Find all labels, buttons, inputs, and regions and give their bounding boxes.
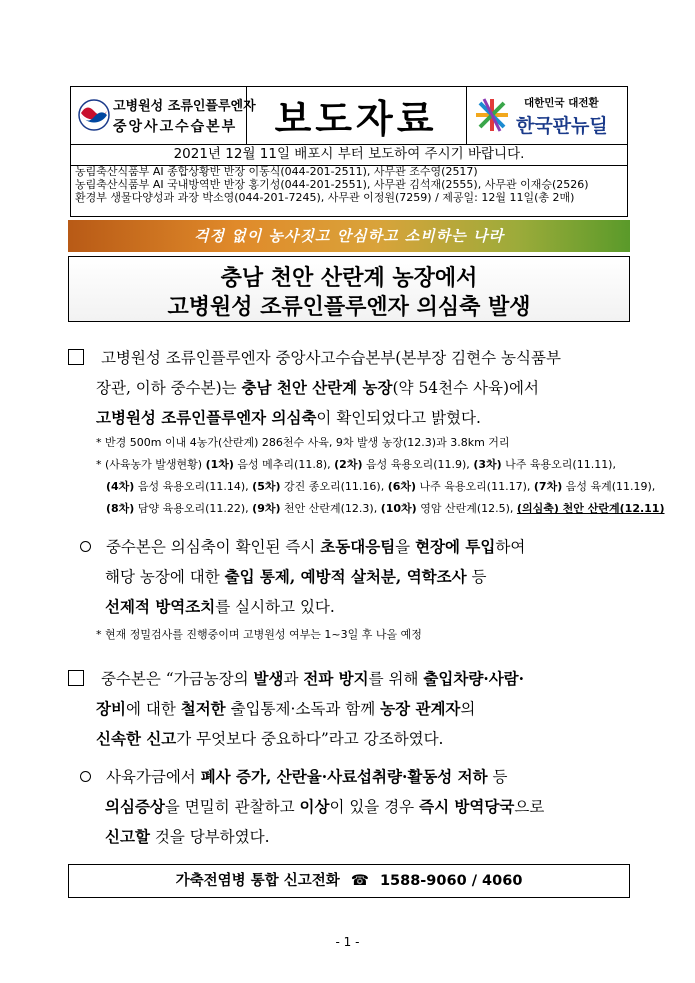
logo-text-bottom: 중앙사고수습본부 bbox=[113, 119, 238, 135]
note-radius: * 반경 500m 이내 4농가(산란계) 286천수 사육, 9차 발생 농장(12.3)과 3.8km 거리 bbox=[96, 436, 510, 449]
headline-box bbox=[68, 256, 630, 322]
ministry-logo bbox=[71, 87, 256, 144]
note-outbreaks-1: * (사육농가 발생현황) (1차) 음성 메추리(11.8), (2차) 음성 육용오리(11.9), (3차) 나주 육용오리(11.11), bbox=[96, 458, 616, 471]
headline-line-1: 충남 천안 산란계 농장에서 bbox=[220, 266, 478, 291]
press-header bbox=[70, 86, 628, 217]
page-number: - 1 - bbox=[335, 935, 360, 949]
taegeuk-emblem-icon bbox=[77, 97, 111, 133]
checkbox-bullet-icon bbox=[68, 670, 84, 686]
section-2-line-2: 해당 농장에 대한 출입 통제, 예방적 살처분, 역학조사 등 bbox=[105, 567, 487, 586]
checkbox-bullet-icon bbox=[68, 349, 84, 365]
section-1-notes bbox=[96, 432, 665, 520]
section-3-line-3: 신속한 신고가 무엇보다 중요하다”라고 강조하였다. bbox=[96, 729, 444, 748]
circle-bullet-icon bbox=[80, 771, 91, 782]
section-1-line-1: 고병원성 조류인플루엔자 중앙사고수습본부(본부장 김현수 농식품부 bbox=[68, 343, 638, 373]
document-title: 보도자료 bbox=[246, 87, 467, 144]
section-4-line-1: 사육가금에서 폐사 증가, 산란율·사료섭취량·활동성 저하 등 bbox=[80, 762, 640, 792]
section-2-line-1: 중수본은 의심축이 확인된 즉시 초동대응팀을 현장에 투입하여 bbox=[80, 532, 640, 562]
circle-bullet-icon bbox=[80, 541, 91, 552]
phone-icon: ☎ bbox=[350, 873, 369, 889]
section-2 bbox=[80, 532, 640, 622]
hotline-label: 가축전염병 통합 신고전화 bbox=[175, 873, 340, 889]
section-1-line-3: 고병원성 조류인플루엔자 의심축이 확인되었다고 밝혔다. bbox=[96, 408, 481, 427]
section-1-line-2: 장관, 이하 중수본)는 충남 천안 산란계 농장(약 54천수 사육)에서 bbox=[96, 378, 539, 397]
right-logo-name: 한국판뉴딜 bbox=[516, 115, 608, 137]
section-3-line-1: 중수본은 “가금농장의 발생과 전파 방지를 위해 출입차량·사람· bbox=[68, 664, 638, 694]
contact-line: 농림축산식품부 AI 국내방역반 반장 홍기성(044-201-2551), 사무관 김석재(2555), 사무관 이재승(2526) bbox=[75, 177, 589, 191]
section-2-line-3: 선제적 방역조치를 실시하고 있다. bbox=[105, 597, 335, 616]
header-top-row bbox=[71, 87, 627, 145]
contact-line: 환경부 생물다양성과 과장 박소영(044-201-7245), 사무관 이정원(7259) / 제공일: 12월 11일(총 2매) bbox=[75, 190, 575, 204]
section-4-line-3: 신고할 것을 당부하였다. bbox=[105, 827, 270, 846]
embargo-notice: 2021년 12월 11일 배포시 부터 보도하여 주시기 바랍니다. bbox=[71, 144, 627, 166]
section-3-line-2: 장비에 대한 철저한 출입통제·소독과 함께 농장 관계자의 bbox=[96, 699, 476, 718]
contact-line: 농림축산식품부 AI 종합상황반 반장 이동식(044-201-2511), 사무관 조수영(2517) bbox=[75, 165, 478, 178]
right-logo-slogan: 대한민국 대전환 bbox=[524, 97, 599, 109]
section-1 bbox=[68, 343, 638, 433]
korean-new-deal-logo bbox=[466, 87, 626, 144]
section-2-note: * 현재 정밀검사를 진행중이며 고병원성 여부는 1~3일 후 나올 예정 bbox=[96, 628, 422, 641]
contact-list bbox=[75, 166, 625, 204]
headline-line-2: 고병원성 조류인플루엔자 의심축 발생 bbox=[167, 295, 531, 320]
section-3 bbox=[68, 664, 638, 754]
slogan-banner: 걱정 없이 농사짓고 안심하고 소비하는 나라 bbox=[68, 220, 630, 252]
hotline-box bbox=[68, 864, 630, 898]
new-deal-star-icon bbox=[472, 95, 512, 135]
section-4 bbox=[80, 762, 640, 852]
hotline-numbers: 1588-9060 / 4060 bbox=[379, 873, 523, 889]
note-outbreaks-2: (4차) 음성 육용오리(11.14), (5차) 강진 종오리(11.16), (6차) 나주 육용오리(11.17), (7차) 음성 육계(11.19), bbox=[106, 480, 656, 493]
logo-text-top: 고병원성 조류인플루엔자 bbox=[113, 99, 256, 114]
section-4-line-2: 의심증상을 면밀히 관찰하고 이상이 있을 경우 즉시 방역당국으로 bbox=[105, 797, 545, 816]
note-outbreaks-3: (8차) 담양 육용오리(11.22), (9차) 천안 산란계(12.3), (10차) 영암 산란계(12.5), (의심축) 천안 산란계(12.11) bbox=[106, 502, 665, 515]
